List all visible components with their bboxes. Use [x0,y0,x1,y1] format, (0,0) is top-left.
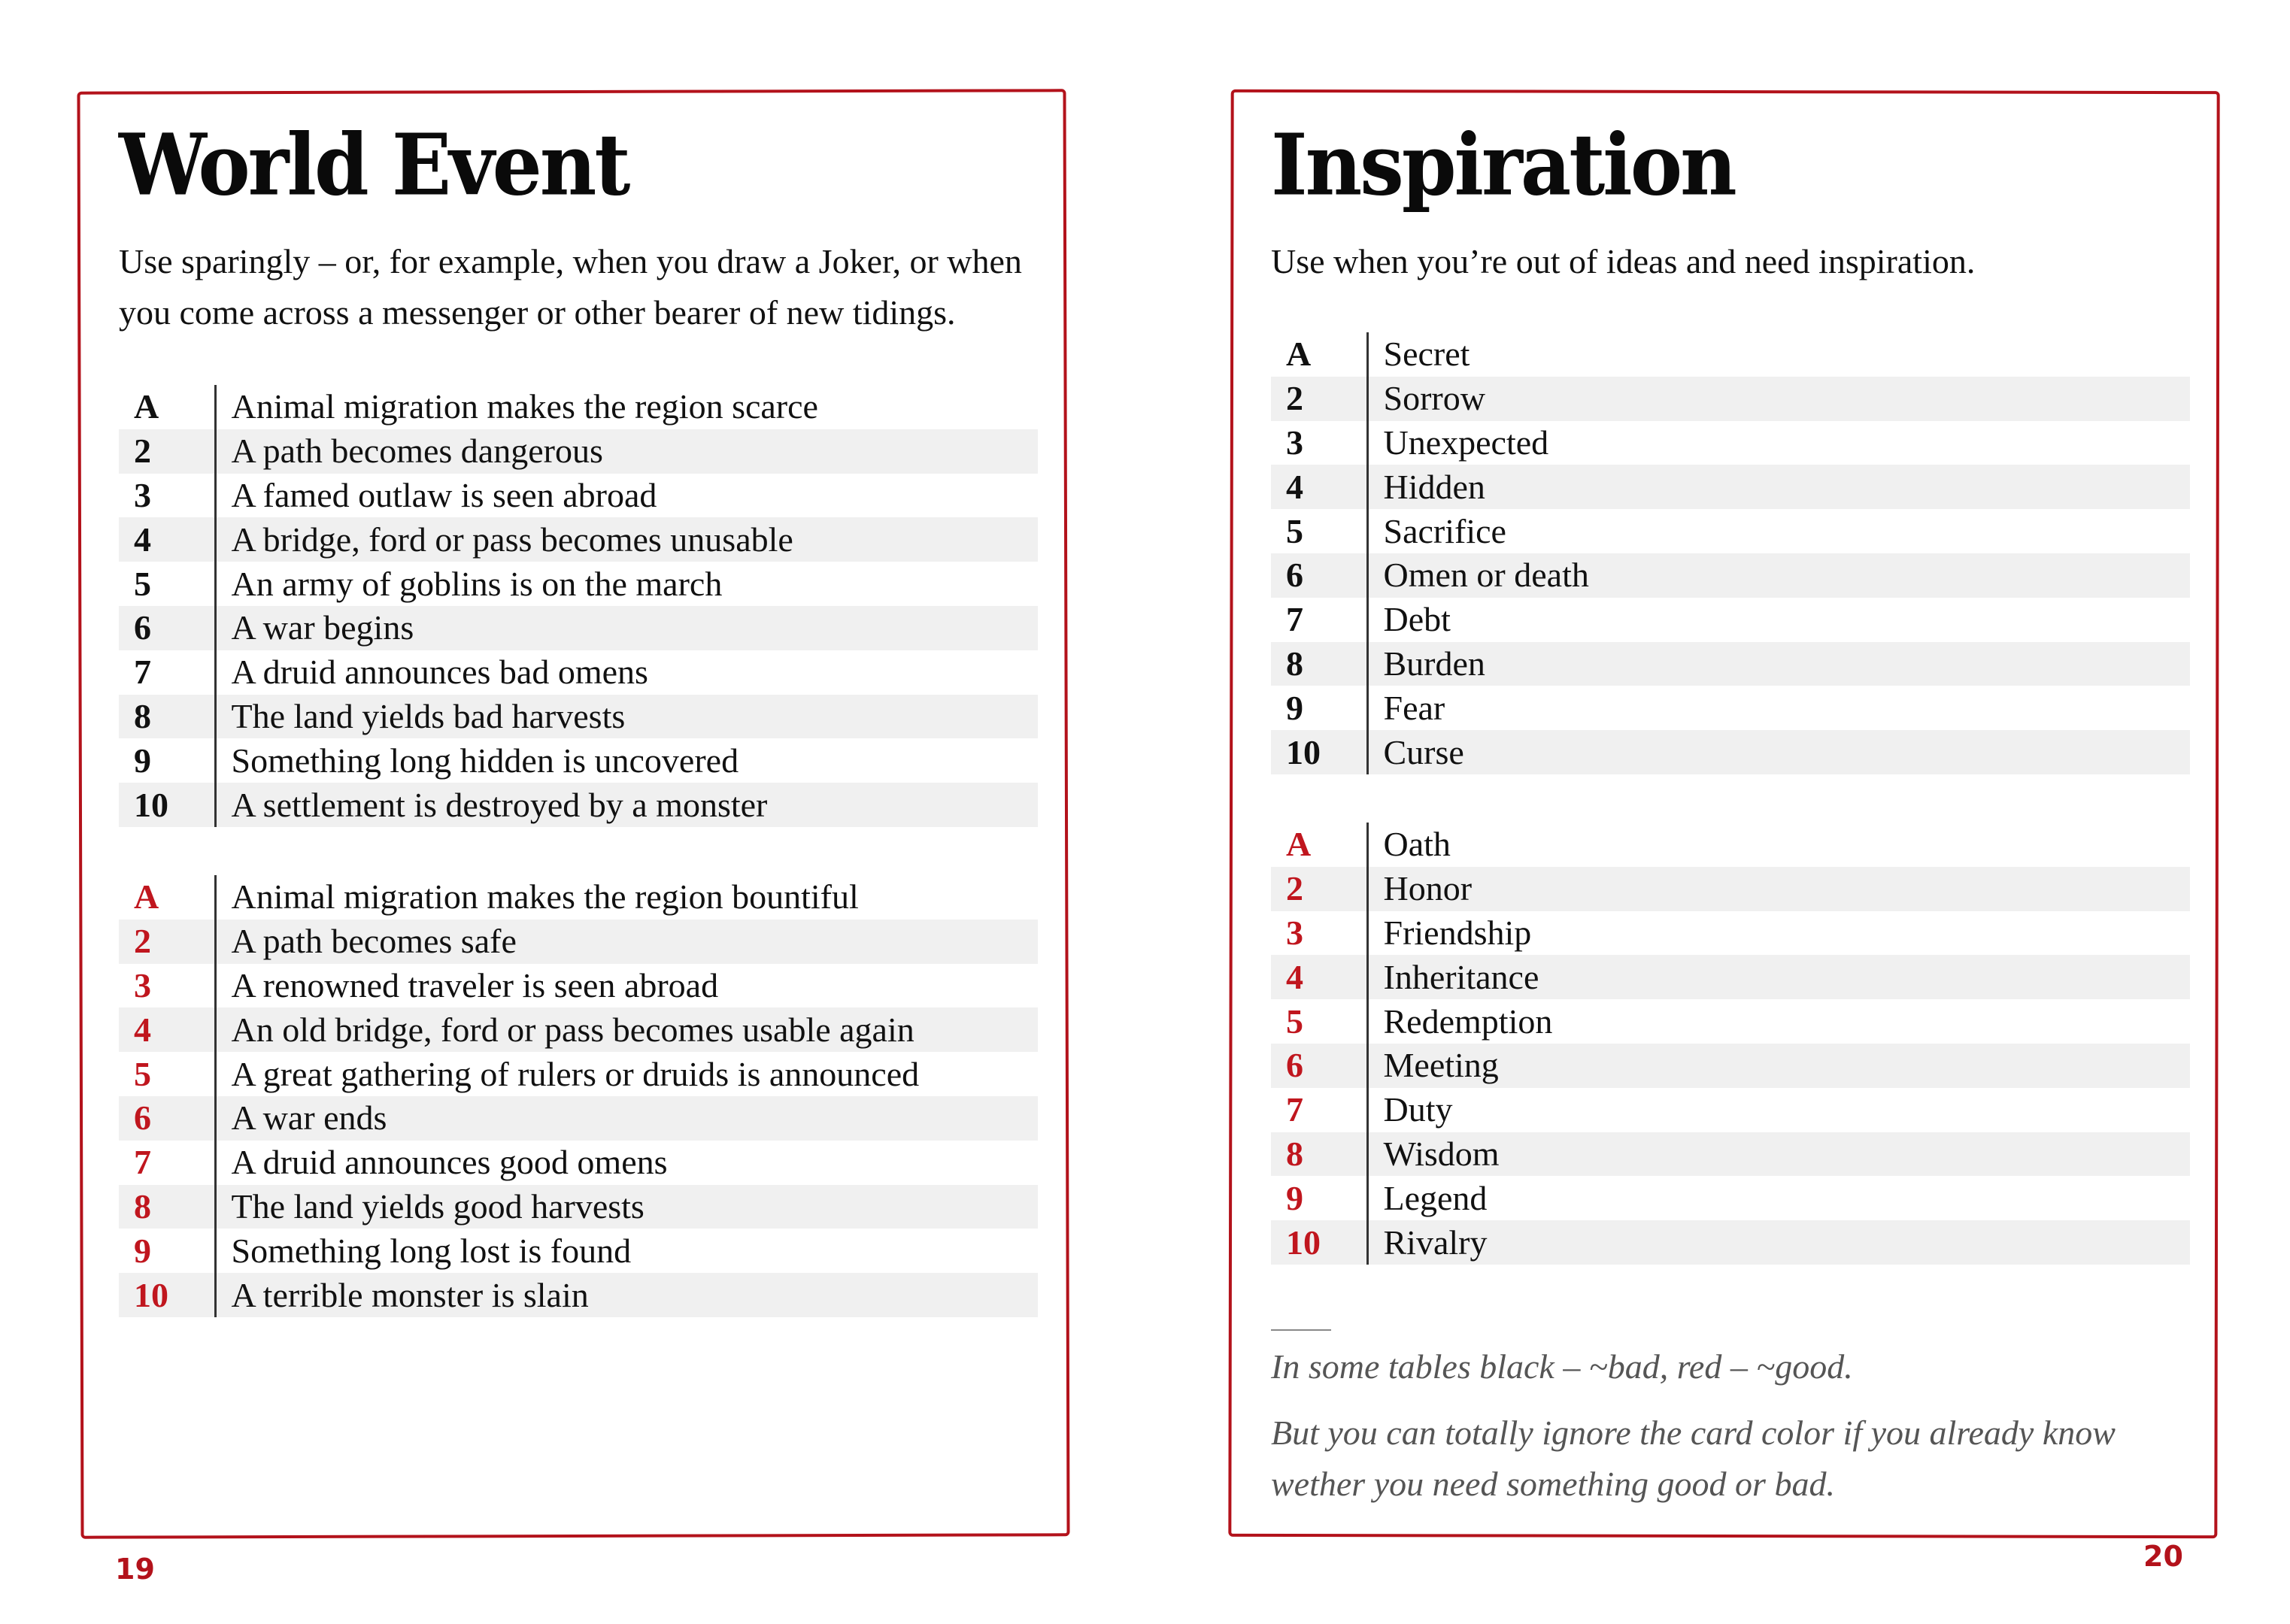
row-key: 9 [1271,686,1367,730]
row-text: Honor [1367,867,2190,911]
row-key: 10 [119,1273,215,1317]
row-text: Burden [1367,642,2190,686]
footnote: But you can totally ignore the card color if you already know wether you need something good or bad. [1271,1413,2116,1503]
table-row [119,1229,1038,1273]
row-text: Animal migration makes the region scarce [231,387,818,426]
page-number: 19 [115,1553,155,1586]
row-key: 4 [1271,955,1367,999]
row-text: A bridge, ford or pass becomes unusable [215,517,1038,562]
row-text: Something long lost is found [231,1231,632,1270]
table-row [119,1096,1038,1141]
row-key: A [119,875,215,920]
row-key: 5 [119,1052,215,1096]
page-intro: Use sparingly – or, for example, when you draw a Joker, or when you come across a messenger or other bearer of new tidings. [119,242,1022,332]
row-key: 6 [1271,553,1367,598]
row-key: 7 [119,650,215,695]
page-intro: Use when you’re out of ideas and need inspiration. [1271,242,1976,280]
row-key: 6 [1271,1044,1367,1088]
row-text: Hidden [1367,465,2190,509]
row-text: Omen or death [1367,553,2190,598]
row-text: An old bridge, ford or pass becomes usable again [215,1007,1038,1052]
row-key: A [119,385,215,429]
row-text: A path becomes dangerous [215,429,1038,474]
roll-table-good [119,875,1038,1317]
row-text: Animal migration makes the region bountiful [231,877,859,917]
row-text: A war ends [215,1096,1038,1141]
row-text: An army of goblins is on the march [231,564,723,603]
table-row [1271,509,2190,553]
table-row [1271,730,2190,774]
row-text: Unexpected [1383,423,1549,462]
row-text: Fear [1383,688,1445,727]
page-title: Inspiration [1271,114,1735,215]
row-key: 2 [119,920,215,964]
table-row [1271,999,2190,1044]
row-text: The land yields bad harvests [215,695,1038,739]
row-key: 7 [119,1141,215,1185]
row-key: 2 [1271,867,1367,911]
row-text: A renowned traveler is seen abroad [231,965,719,1004]
row-key: 10 [1271,1220,1367,1265]
table-row [1271,1176,2190,1220]
row-text: Something long hidden is uncovered [231,741,739,780]
table-row [1271,377,2190,421]
row-text: A famed outlaw is seen abroad [231,475,657,514]
table-row [1271,911,2190,956]
row-text: Sorrow [1367,377,2190,421]
row-key: 9 [1271,1176,1367,1220]
row-text: Wisdom [1367,1132,2190,1177]
table-row [1271,1132,2190,1177]
table-row [119,1007,1038,1052]
page-number: 20 [2143,1540,2183,1573]
row-key: 4 [119,517,215,562]
row-key: 9 [119,1229,215,1273]
row-key: 2 [1271,377,1367,421]
table-row [1271,686,2190,730]
page-title: World Event [119,114,629,215]
table-row [1271,421,2190,465]
row-text: Friendship [1383,913,1532,952]
table-row [119,920,1038,964]
row-key: A [1271,823,1367,867]
table-row [1271,642,2190,686]
row-key: 10 [1271,730,1367,774]
table-row [119,650,1038,695]
left-page [119,114,1038,1317]
roll-table-good [1271,823,2190,1265]
row-text: Redemption [1383,1001,1553,1041]
row-text: A druid announces bad omens [231,653,648,692]
row-text: A terrible monster is slain [215,1273,1038,1317]
row-text: A great gathering of rulers or druids is announced [231,1054,920,1093]
row-key: 7 [1271,1088,1367,1132]
row-key: 5 [119,562,215,606]
table-row [119,1273,1038,1317]
row-key: 6 [119,606,215,650]
table-row [119,606,1038,650]
row-key: 3 [119,474,215,518]
table-row [119,1185,1038,1229]
table-row [119,695,1038,739]
row-text: Inheritance [1367,955,2190,999]
row-key: 3 [1271,911,1367,956]
row-text: The land yields good harvests [215,1185,1038,1229]
row-key: 8 [1271,642,1367,686]
row-text: Sacrifice [1383,511,1506,550]
row-key: 4 [119,1007,215,1052]
row-key: 6 [119,1096,215,1141]
table-row [1271,1044,2190,1088]
table-row [119,385,1038,429]
row-key: 3 [1271,421,1367,465]
right-page [1271,114,2190,1510]
row-text: Secret [1383,335,1470,374]
row-key: 5 [1271,999,1367,1044]
row-key: 7 [1271,598,1367,642]
table-row [119,429,1038,474]
table-row [1271,1088,2190,1132]
row-text: Oath [1383,825,1451,864]
table-row [119,738,1038,783]
table-row [119,474,1038,518]
row-text: Rivalry [1367,1220,2190,1265]
row-key: 8 [119,1185,215,1229]
table-row [119,964,1038,1008]
row-key: 8 [119,695,215,739]
roll-table-bad [119,385,1038,827]
table-row [1271,465,2190,509]
row-text: Legend [1383,1178,1488,1217]
table-row [1271,955,2190,999]
table-row [1271,598,2190,642]
table-row [1271,1220,2190,1265]
table-row [1271,553,2190,598]
row-key: 9 [119,738,215,783]
table-row [119,562,1038,606]
row-text: A path becomes safe [215,920,1038,964]
table-row [119,517,1038,562]
footnote-divider [1271,1329,1331,1331]
table-row [119,1141,1038,1185]
row-key: 5 [1271,509,1367,553]
row-key: 8 [1271,1132,1367,1177]
table-row [1271,823,2190,867]
row-text: A druid announces good omens [231,1143,668,1182]
row-key: A [1271,332,1367,377]
table-row [1271,332,2190,377]
row-key: 10 [119,783,215,827]
row-key: 3 [119,964,215,1008]
table-row [119,1052,1038,1096]
row-text: A settlement is destroyed by a monster [215,783,1038,827]
row-text: Meeting [1367,1044,2190,1088]
table-row [1271,867,2190,911]
row-text: Debt [1383,600,1451,639]
row-key: 4 [1271,465,1367,509]
footnote: In some tables black – ~bad, red – ~good. [1271,1347,1853,1386]
roll-table-bad [1271,332,2190,774]
table-row [119,783,1038,827]
row-text: Curse [1367,730,2190,774]
row-key: 2 [119,429,215,474]
table-row [119,875,1038,920]
row-text: Duty [1383,1090,1453,1129]
row-text: A war begins [215,606,1038,650]
